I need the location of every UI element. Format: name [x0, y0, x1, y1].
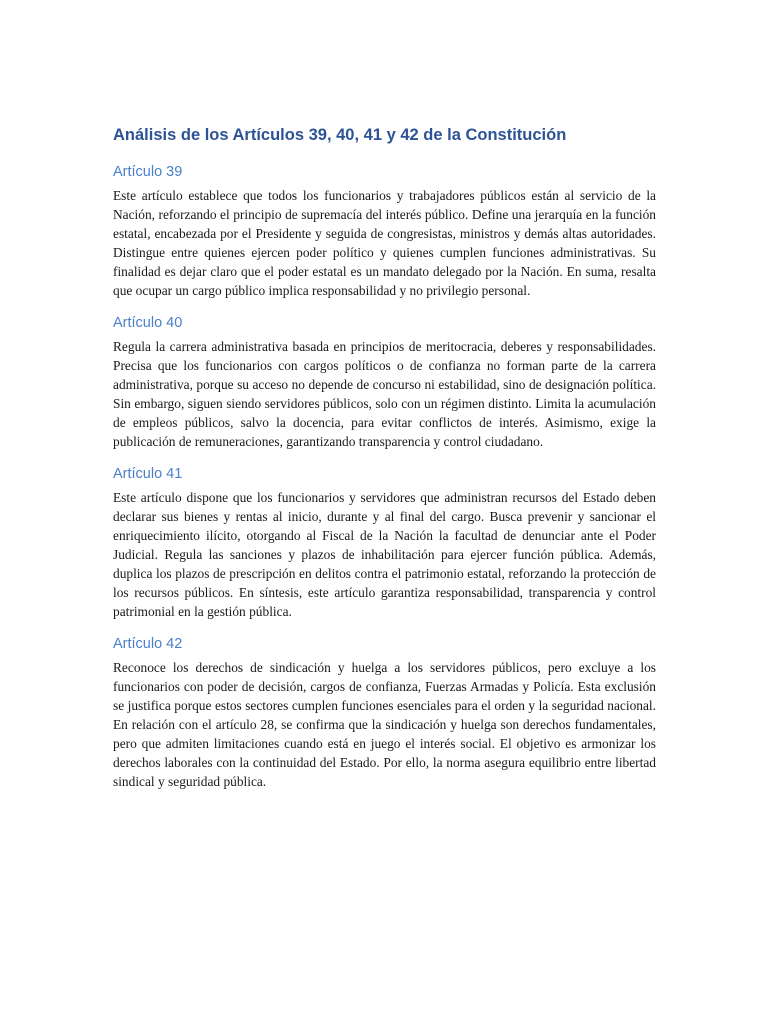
section-heading: Artículo 42 [113, 636, 183, 652]
section-article-39 [113, 162, 656, 300]
section-heading: Artículo 39 [113, 164, 183, 180]
section-body: Reconoce los derechos de sindicación y huelga a los servidores públicos, pero excluye a los funcionarios con poder de decisión, cargos de confianza, Fuerzas Armadas y Policía. Esta exclusión se justifica porque estos sectores cumplen funciones esenciales para el orden y la seguridad nacional. En relación con el artículo 28, se confirma que la sindicación y huelga son derechos fundamentales, pero que admiten limitaciones cuando está en juego el interés social. El objetivo es armonizar los derechos laborales con la continuidad del Estado. Por ello, la norma asegura equilibrio entre libertad sindical y seguridad pública. [113, 660, 656, 789]
section-article-40 [113, 313, 656, 451]
document-page [113, 124, 656, 804]
section-heading: Artículo 41 [113, 466, 183, 482]
section-article-42 [113, 634, 656, 791]
section-body: Regula la carrera administrativa basada en principios de meritocracia, deberes y responsabilidades. Precisa que los funcionarios con cargos políticos o de confianza no forman parte de la carrera administrativa, porque su acceso no depende de concurso ni estabilidad, sino de designación política. Sin embargo, siguen siendo servidores públicos, solo con un régimen distinto. Limita la acumulación de empleos públicos, salvo la docencia, para evitar conflictos de interés. Asimismo, exige la publicación de remuneraciones, garantizando transparencia y control ciudadano. [113, 339, 656, 449]
section-article-41 [113, 464, 656, 621]
document-title: Análisis de los Artículos 39, 40, 41 y 42 de la Constitución [113, 126, 567, 144]
section-body: Este artículo establece que todos los funcionarios y trabajadores públicos están al servicio de la Nación, reforzando el principio de supremacía del interés público. Define una jerarquía en la función estatal, encabezada por el Presidente y seguida de congresistas, ministros y demás altas autoridades. Distingue entre quienes ejercen poder político y quienes cumplen funciones administrativas. Su finalidad es dejar claro que el poder estatal es un mandato delegado por la Nación. En suma, resalta que ocupar un cargo público implica responsabilidad y no privilegio personal. [113, 188, 656, 298]
section-body: Este artículo dispone que los funcionarios y servidores que administran recursos del Estado deben declarar sus bienes y rentas al inicio, durante y al final del cargo. Busca prevenir y sancionar el enriquecimiento ilícito, otorgando al Fiscal de la Nación la facultad de denunciar ante el Poder Judicial. Regula las sanciones y plazos de inhabilitación para ejercer función pública. Además, duplica los plazos de prescripción en delitos contra el patrimonio estatal, reforzando la protección de los recursos públicos. En síntesis, este artículo garantiza responsabilidad, transparencia y control patrimonial en la gestión pública. [113, 490, 656, 619]
section-heading: Artículo 40 [113, 315, 183, 331]
